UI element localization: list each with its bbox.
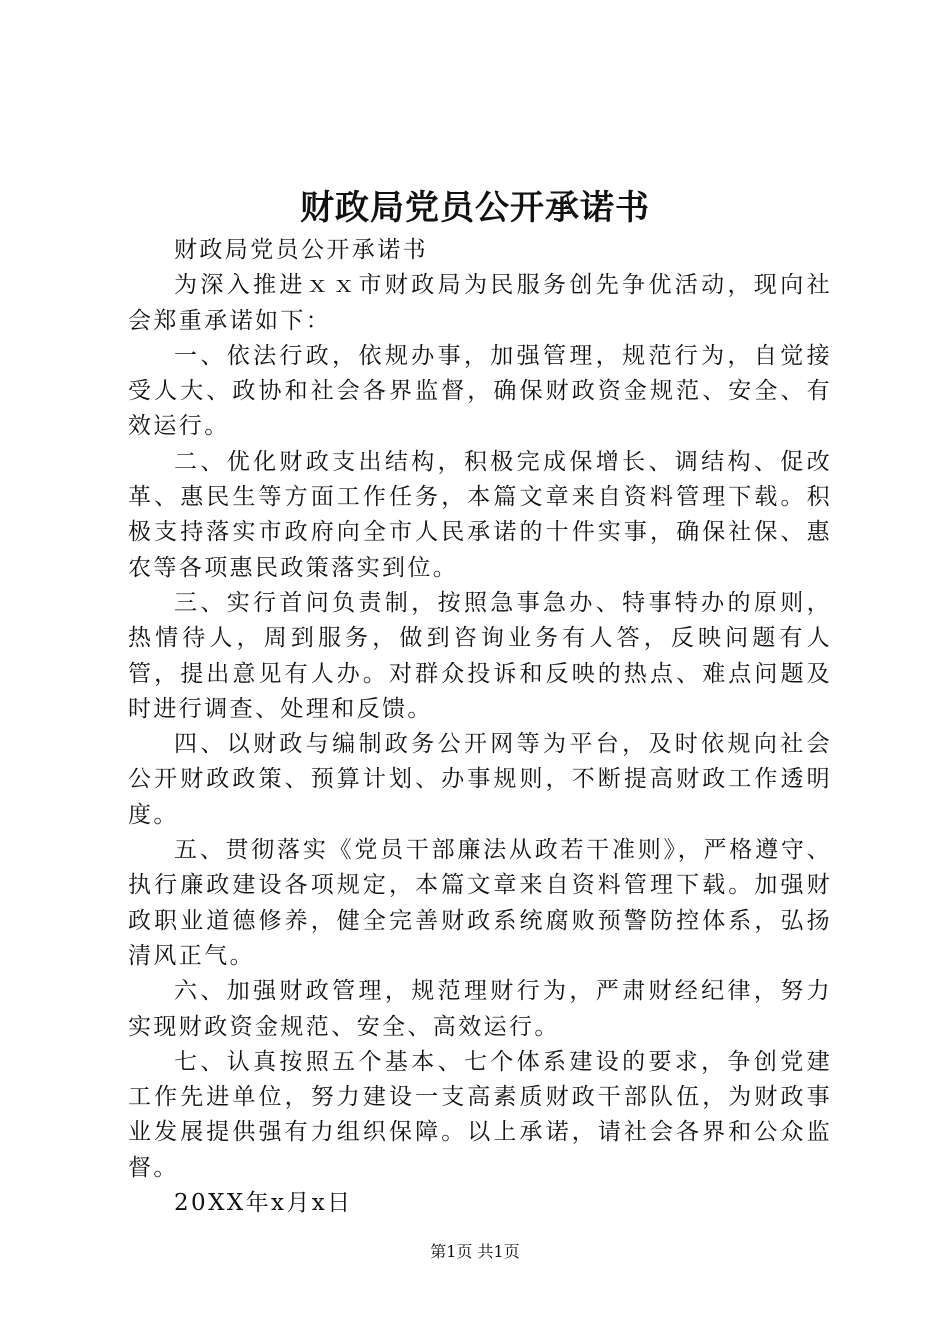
document-date: 20XX年x月x日 xyxy=(174,1190,353,1217)
document-body xyxy=(128,233,832,1221)
paragraph-item-7: 七、认真按照五个基本、七个体系建设的要求，争创党建工作先进单位，努力建设一支高素质财政干部队伍，为财政事业发展提供强有力组织保障。以上承诺，请社会各界和公众监督。 xyxy=(128,1048,832,1181)
paragraph-item-3: 三、实行首问负责制，按照急事急办、特事特办的原则，热情待人，周到服务，做到咨询业务有人答，反映问题有人管，提出意见有人办。对群众投诉和反映的热点、难点问题及时进行调查、处理和反馈。 xyxy=(128,589,832,722)
paragraph-item-5: 五、贯彻落实《党员干部廉法从政若干准则》，严格遵守、执行廉政建设各项规定，本篇文章来自资料管理下载。加强财政职业道德修养，健全完善财政系统腐败预警防控体系，弘扬清风正气。 xyxy=(128,837,832,969)
paragraph-subtitle: 财政局党员公开承诺书 xyxy=(174,237,428,263)
document-title: 财政局党员公开承诺书 xyxy=(300,188,650,228)
page-footer: 第1页 共1页 xyxy=(430,1242,520,1261)
paragraph-item-6: 六、加强财政管理，规范理财行为，严肃财经纪律，努力实现财政资金规范、安全、高效运行。 xyxy=(128,978,832,1040)
paragraph-item-4: 四、以财政与编制政务公开网等为平台，及时依规向社会公开财政政策、预算计划、办事规则，不断提高财政工作透明度。 xyxy=(128,731,832,828)
paragraph-intro: 为深入推进ｘｘ市财政局为民服务创先争优活动，现向社会郑重承诺如下： xyxy=(128,272,832,334)
paragraph-item-2: 二、优化财政支出结构，积极完成保增长、调结构、促改革、惠民生等方面工作任务，本篇文章来自资料管理下载。积极支持落实市政府向全市人民承诺的十件实事，确保社保、惠农等各项惠民政策落实到位。 xyxy=(128,448,832,581)
paragraph-item-1: 一、依法行政，依规办事，加强管理，规范行为，自觉接受人大、政协和社会各界监督，确保财政资金规范、安全、有效运行。 xyxy=(128,342,832,440)
